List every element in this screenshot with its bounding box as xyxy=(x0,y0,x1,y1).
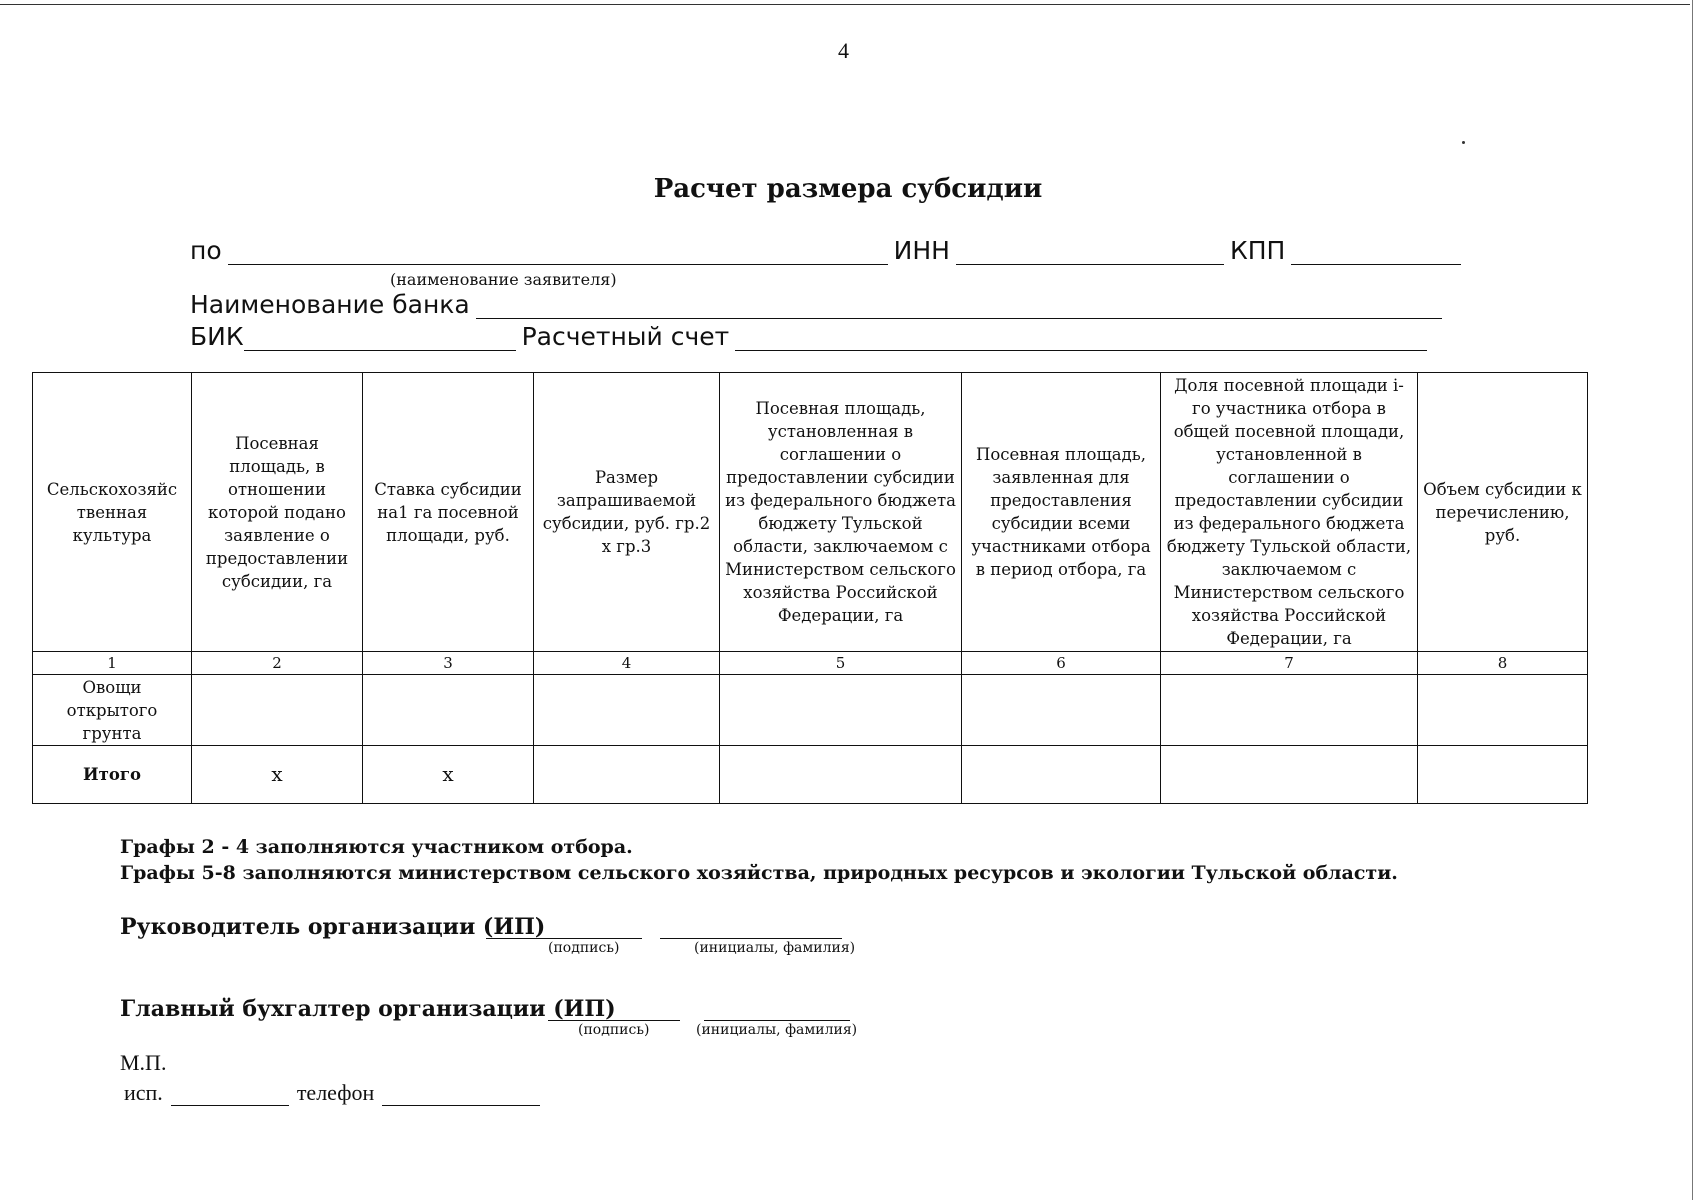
header-cell-agreement-area: Посевная площадь, установленная в соглашении о предоставлении субсидии из федерального бюджета бюджету Тульской области, заключаемом с Министерством сельского хозяйства Российской Федерации, га xyxy=(720,373,962,652)
head-initials-caption: (инициалы, фамилия) xyxy=(694,940,856,956)
table-cell[interactable] xyxy=(1418,746,1588,804)
executor-field[interactable] xyxy=(171,1083,289,1106)
page-title: Расчет размера субсидии xyxy=(653,174,1043,204)
head-signature-label: Руководитель организации (ИП) xyxy=(120,914,546,940)
table-cell[interactable] xyxy=(192,675,363,746)
column-number-row xyxy=(33,652,1588,675)
table-cell[interactable] xyxy=(962,675,1161,746)
bank-label: Наименование банка xyxy=(190,290,470,319)
stamp-label: М.П. xyxy=(120,1050,167,1075)
table-cell[interactable] xyxy=(962,746,1161,804)
row-label-total: Итого xyxy=(33,746,192,804)
head-initials-line[interactable] xyxy=(660,938,842,939)
table-cell[interactable] xyxy=(720,746,962,804)
column-number: 6 xyxy=(962,652,1161,675)
phone-label: телефон xyxy=(296,1080,375,1105)
account-label: Расчетный счет xyxy=(521,322,730,351)
table-cell[interactable] xyxy=(534,746,720,804)
note-line: Графы 5-8 заполняются министерством сельского хозяйства, природных ресурсов и экологии Тульской области. xyxy=(120,862,1398,884)
header-cell-transfer-amount: Объем субсидии к перечислению, руб. xyxy=(1418,373,1588,652)
phone-field[interactable] xyxy=(382,1083,540,1106)
header-cell-crop: Сельскохозяйс твенная культура xyxy=(33,373,192,652)
applicant-name-caption: (наименование заявителя) xyxy=(390,270,617,289)
applicant-name-field[interactable] xyxy=(228,242,888,265)
accountant-initials-caption: (инициалы, фамилия) xyxy=(696,1022,858,1038)
bik-field[interactable] xyxy=(244,328,516,351)
bik-label: БИК xyxy=(190,322,244,351)
table-row-total xyxy=(33,746,1588,804)
column-number: 1 xyxy=(33,652,192,675)
column-number: 2 xyxy=(192,652,363,675)
header-cell-area: Посевная площадь, в отношении которой подано заявление о предоставлении субсидии, га xyxy=(192,373,363,652)
kpp-field[interactable] xyxy=(1291,242,1461,265)
accountant-signature-line[interactable] xyxy=(548,1020,680,1021)
top-border-line xyxy=(0,4,1690,5)
head-signature-line[interactable] xyxy=(486,938,642,939)
accountant-signature-label: Главный бухгалтер организации (ИП) xyxy=(120,996,616,1022)
column-number: 7 xyxy=(1161,652,1418,675)
account-field[interactable] xyxy=(735,328,1427,351)
table-cell[interactable] xyxy=(363,675,534,746)
table-cell[interactable] xyxy=(1161,675,1418,746)
inn-label: ИНН xyxy=(893,236,950,265)
notes-block xyxy=(120,834,1398,886)
accountant-initials-line[interactable] xyxy=(704,1020,850,1021)
inn-field[interactable] xyxy=(956,242,1224,265)
accountant-signature-caption: (подпись) xyxy=(578,1022,650,1038)
column-number: 3 xyxy=(363,652,534,675)
table-header-row xyxy=(33,373,1588,652)
table-cell: х xyxy=(192,746,363,804)
scan-speck xyxy=(1462,141,1465,144)
subsidy-table xyxy=(32,372,1588,804)
table-row-vegetables xyxy=(33,675,1588,746)
bank-name-field[interactable] xyxy=(476,296,1442,319)
bank-line xyxy=(190,290,1448,319)
row-label-crop: Овощи открытого грунта xyxy=(33,675,192,746)
table-cell: х xyxy=(363,746,534,804)
header-cell-declared-area: Посевная площадь, заявленная для предоставления субсидии всеми участниками отбора в период отбора, га xyxy=(962,373,1161,652)
header-cell-rate: Ставка субсидии на1 га посевной площади, руб. xyxy=(363,373,534,652)
applicant-line xyxy=(190,236,1467,265)
page-number: 4 xyxy=(838,38,849,63)
column-number: 5 xyxy=(720,652,962,675)
po-label: по xyxy=(190,236,222,265)
header-cell-share: Доля посевной площади i-го участника отбора в общей посевной площади, установленной в соглашении о предоставлении субсидии из федерального бюджета бюджету Тульской области, заключаемом с Министерством сельского хозяйства Российской Федерации, га xyxy=(1161,373,1418,652)
header-cell-requested: Размер запрашиваемой субсидии, руб. гр.2 х гр.3 xyxy=(534,373,720,652)
bik-line xyxy=(190,322,1433,351)
column-number: 4 xyxy=(534,652,720,675)
column-number: 8 xyxy=(1418,652,1588,675)
table-cell[interactable] xyxy=(1161,746,1418,804)
contact-line xyxy=(124,1080,548,1106)
head-signature-caption: (подпись) xyxy=(548,940,620,956)
table-cell[interactable] xyxy=(720,675,962,746)
note-line: Графы 2 - 4 заполняются участником отбора. xyxy=(120,836,633,858)
kpp-label: КПП xyxy=(1229,236,1286,265)
table-cell[interactable] xyxy=(1418,675,1588,746)
executor-label: исп. xyxy=(124,1080,163,1105)
table-cell[interactable] xyxy=(534,675,720,746)
